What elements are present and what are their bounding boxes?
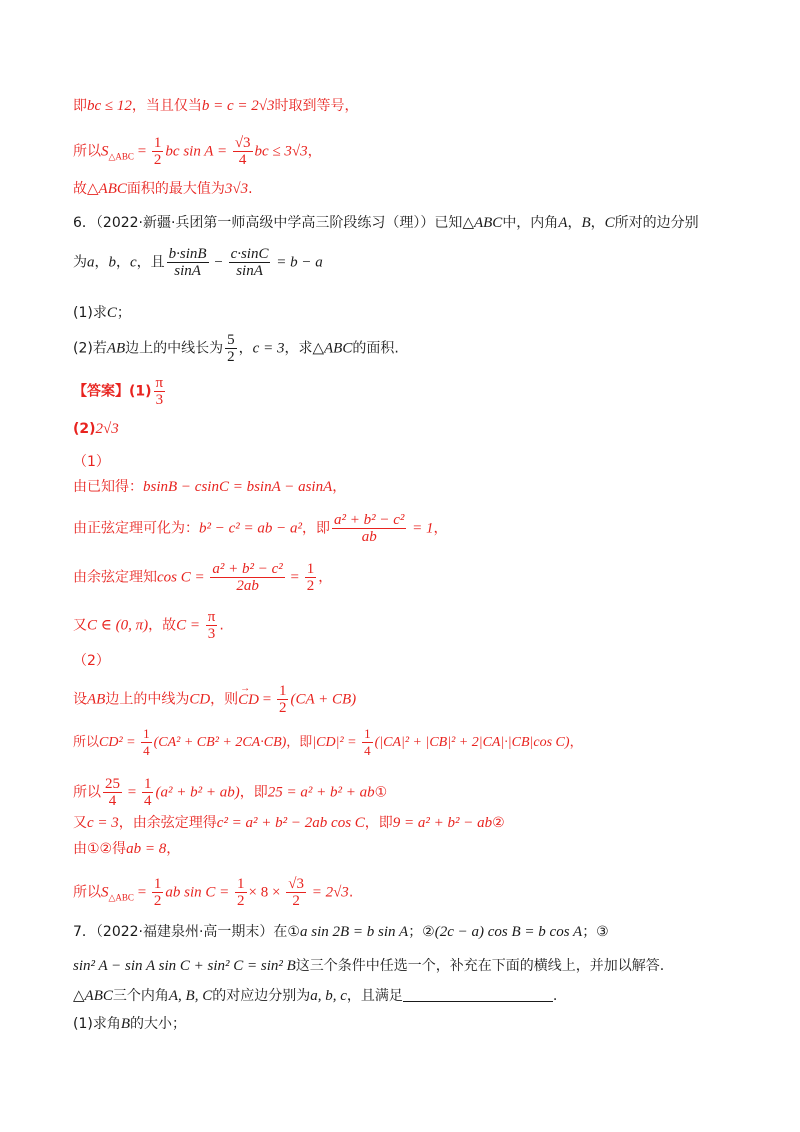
text: 由①②得 [73,841,127,857]
text: ，即 [286,735,313,750]
denominator: 4 [108,793,117,809]
math: △ABC [73,988,113,1004]
text: ， [116,254,130,271]
math: a sin 2B = b sin A [300,924,409,940]
math: = b − a [272,254,323,271]
text: ，则 [210,691,239,708]
text: 所以 [73,143,101,160]
math-subscript: △ABC [108,892,134,903]
math: A, B, C [168,988,213,1004]
math: S [101,884,109,901]
text: 这三个条件中任选一个，补充在下面的横线上，并加以解答. [295,958,665,974]
math: c² = a² + b² − 2ab cos C [216,815,365,831]
math: c [130,254,137,271]
text: 中，内角 [502,215,559,231]
text: . [552,988,558,1004]
question-6-part-1 [73,302,730,324]
denominator: 4 [238,152,247,168]
text: 6．（2022·新疆·兵团第一师高级中学高三阶段练习（理））已知 [73,215,463,231]
fraction [362,726,373,759]
text: ， [318,569,333,586]
math: = [133,884,150,901]
solution-equation-1 [73,776,730,809]
denominator: 2ab [236,578,259,594]
math: bc ≤ 3√3 [254,143,308,160]
numerator: 5 [227,332,235,348]
text: 又 [73,617,87,634]
math: = [259,691,275,708]
text: ， [238,340,253,357]
solution-equation-2 [73,812,730,834]
text: ；② [408,924,435,940]
numerator: √3 [288,876,304,892]
text: （2） [73,653,110,669]
circled-number: ② [492,815,505,831]
fraction [152,876,164,909]
text: ，即 [239,784,268,801]
numerator: π [207,609,216,625]
text: ，故 [148,617,177,634]
math: (|CA|² + |CB|² + 2|CA|·|CB|cos C) [374,735,570,750]
math: a [87,254,95,271]
math: B [581,215,591,231]
solution-line-area-bound [73,135,730,168]
text: (2)若 [73,340,107,357]
numerator: 1 [306,561,315,577]
fraction [332,512,406,545]
solution-step-1 [73,476,730,498]
text: 所以 [73,735,100,750]
solution-step-3 [73,561,730,594]
text: ， [567,215,582,231]
denominator: ab [361,529,377,545]
circled-number: ① [374,784,388,801]
denominator: 2 [153,893,162,909]
fraction [277,683,289,716]
solution-final-area [73,876,730,909]
numerator: a² + b² − c² [334,512,405,528]
math: = [124,784,140,801]
text: （1） [73,454,110,470]
denominator: sinA [174,263,201,279]
denominator: 2 [292,893,300,909]
fill-in-blank [403,987,553,1002]
fraction [142,776,154,809]
denominator: 2 [237,893,245,909]
numerator: 1 [364,726,371,741]
math: ab sin C = [165,884,234,901]
denominator: 4 [143,793,152,809]
math: cos C = [157,569,209,586]
text: ，求 [284,340,313,357]
denominator: 2 [227,349,235,365]
text: 为 [73,254,87,271]
math: B [120,1016,131,1032]
text: ， [332,479,347,495]
text: 由余弦定理知 [73,569,157,586]
text: ，即 [364,815,393,831]
denominator: 2 [306,578,315,594]
math: − [210,254,227,271]
math: AB [106,340,126,357]
fraction [103,776,122,809]
fraction [233,135,253,168]
math: 9 = a² + b² − ab [392,815,493,831]
math: ab = 8 [126,841,167,857]
solution-median-vector [73,683,730,716]
text: ， [433,520,448,537]
text: 面积的最大值为 [126,181,225,197]
math: A [558,215,568,231]
fraction [206,609,218,642]
text: . [348,884,354,901]
text: (2) [73,421,96,437]
math: = 1 [408,520,434,537]
solution-step-4 [73,609,730,642]
solution-ab-result [73,838,730,860]
text: 的大小； [130,1016,187,1032]
text: ，且满足 [346,988,403,1004]
math: bsinB − csinC = bsinA − asinA [143,479,333,495]
math: (CA² + CB² + 2CA·CB) [153,735,287,750]
text: ， [166,841,181,857]
text: 设 [73,691,87,708]
math: b² − c² = ab − a² [199,520,303,537]
vector-math: → CD [238,689,259,711]
question-7-setup [73,985,730,1007]
text: 所以 [73,784,101,801]
numerator: 1 [153,135,162,151]
math: △ABC [312,340,353,357]
numerator: √3 [234,135,251,151]
text: 所以 [73,884,101,901]
solution-line-max-area [73,178,730,200]
text: 边上的中线为 [105,691,190,708]
numerator: a² + b² − c² [212,561,283,577]
question-6-part-2 [73,332,730,365]
math: 3√3 [224,181,249,197]
math: a, b, c [310,988,347,1004]
question-7-condition-3 [73,955,730,977]
text: ， [307,143,322,160]
question-6-stem [73,212,730,234]
numerator: π [155,375,164,391]
math-subscript: △ABC [108,151,134,162]
math: bc ≤ 12 [87,98,132,114]
text: (1)求角 [73,1016,121,1032]
math: × 8 × [248,884,285,901]
solution-part-1-tag [73,451,730,473]
denominator: 3 [207,626,216,642]
math: 2√3 [95,421,119,437]
solution-step-2 [73,512,730,545]
text: 边上的中线长为 [125,340,224,357]
denominator: 4 [364,743,371,758]
math: (CA + CB) [290,691,357,708]
numerator: c·sinC [230,246,269,262]
math: △ABC [462,215,503,231]
fraction [286,876,306,909]
text: 由正弦定理可化为： [73,520,199,537]
text: . [248,181,253,197]
denominator: 4 [143,743,150,758]
math: C [106,305,117,321]
numerator: 1 [278,683,287,699]
math: |CD|² = [312,735,361,750]
text: ， [569,735,583,750]
answer-label: 【答案】(1) [73,383,152,400]
fraction [152,135,164,168]
denominator: 3 [155,392,164,408]
fraction [225,332,237,365]
text: 即 [73,98,87,114]
answer-line-2 [73,418,730,440]
text: 所对的边分别 [614,215,699,231]
math: C = [176,617,204,634]
math: CD [189,691,211,708]
math: b = c = 2√3 [201,98,275,114]
numerator: b·sinB [168,246,207,262]
fraction [141,726,152,759]
math: 25 = a² + b² + ab [267,784,375,801]
text: ； [116,305,131,321]
denominator: 2 [278,700,287,716]
text: 的面积. [352,340,399,357]
fraction [167,246,209,279]
text: 的对应边分别为 [212,988,311,1004]
text: 由已知得： [73,479,143,495]
fraction [229,246,271,279]
text: ；③ [582,924,609,940]
math: △ABC [87,181,127,197]
answer-line-1 [73,375,730,408]
math: = [286,569,303,586]
denominator: sinA [236,263,263,279]
fraction [210,561,284,594]
math: c = 3 [87,815,119,831]
text: 7．（2022·福建泉州·高一期末）在① [73,924,300,940]
math: b [108,254,116,271]
numerator: 1 [143,726,150,741]
text: ，且 [136,254,165,271]
math: C [604,215,615,231]
question-7-part-1 [73,1013,730,1035]
solution-part-2-tag [73,650,730,672]
fraction [154,375,166,408]
math: S [101,143,109,160]
math: AB [87,691,106,708]
math: sin² A − sin A sin C + sin² C = sin² B [73,958,296,974]
text: ， [590,215,605,231]
text: 时取到等号， [274,98,359,114]
fraction [305,561,317,594]
text: ，由余弦定理得 [118,815,217,831]
numerator: 25 [105,776,120,792]
question-7-stem [73,921,730,943]
numerator: 1 [237,876,245,892]
text: ， [94,254,109,271]
text: 故 [73,181,87,197]
text: ，即 [302,520,331,537]
math: (a² + b² + ab) [155,784,240,801]
text: (1)求 [73,305,107,321]
math: = 2√3 [307,884,349,901]
text: . [219,617,224,634]
text: 又 [73,815,87,831]
math: = [133,143,150,160]
math: c = 3 [252,340,285,357]
text: 三个内角 [112,988,169,1004]
numerator: 1 [143,776,152,792]
numerator: 1 [153,876,162,892]
math: C ∈ (0, π) [87,617,149,634]
solution-square-vector [73,726,730,759]
solution-line-equality [73,95,730,117]
fraction [235,876,247,909]
question-6-condition [73,246,730,279]
math: CD² = [99,735,140,750]
denominator: 2 [153,152,162,168]
math: bc sin A = [165,143,231,160]
text: ，当且仅当 [131,98,202,114]
math: (2c − a) cos B = b cos A [434,924,583,940]
